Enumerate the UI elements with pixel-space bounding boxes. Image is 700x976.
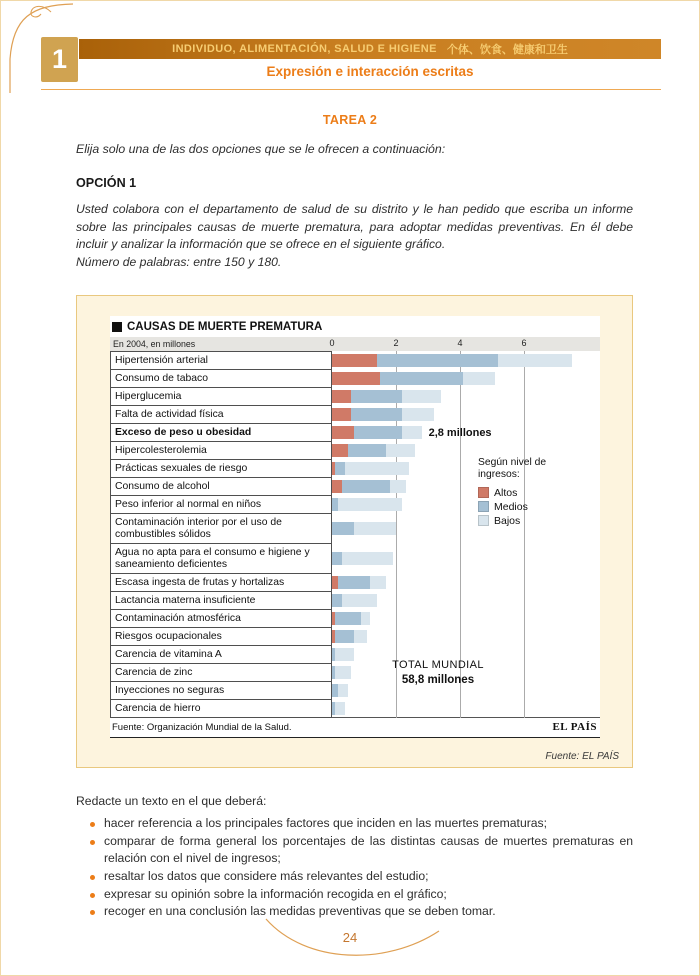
chart-row (110, 387, 600, 406)
bar-segment-bajos (338, 684, 348, 697)
legend-items (478, 487, 578, 527)
bar-segment-bajos (361, 612, 371, 625)
newspaper-credit: EL PAÍS (552, 721, 597, 733)
chart-rows (110, 351, 600, 718)
legend-swatch-altos (478, 487, 489, 498)
chart-row-label: Exceso de peso u obesidad (110, 423, 332, 442)
bar-segment-altos (332, 408, 351, 421)
axis-strip (110, 337, 600, 351)
task-intro: Elija solo una de las dos opciones que se le ofrecen a continuación: (76, 142, 446, 156)
bar-segment-bajos (354, 630, 367, 643)
world-total (348, 659, 528, 686)
bar-segment-medios (332, 594, 342, 607)
instructions-block (76, 794, 633, 921)
option-text (76, 201, 633, 272)
instruction-item (76, 886, 633, 904)
legend-label: Bajos (494, 514, 521, 527)
legend-title: Según nivel de ingresos: (478, 457, 547, 481)
bar-segment-altos (332, 354, 377, 367)
bar-segment-bajos (463, 372, 495, 385)
bar-segment-medios (351, 390, 402, 403)
instruction-item (76, 833, 633, 868)
chart-row-bars (332, 591, 600, 610)
legend-label: Medios (494, 500, 528, 513)
chart-row-bars (332, 573, 600, 592)
chart-row-label: Carencia de hierro (110, 699, 332, 718)
axis-tick-label: 2 (393, 338, 399, 348)
total-label: TOTAL MUNDIAL (392, 659, 484, 671)
legend-swatch-bajos (478, 515, 489, 526)
chart-row (110, 423, 600, 442)
bullet-icon (90, 893, 95, 898)
chart-row (110, 573, 600, 592)
header-title: INDIVIDUO, ALIMENTACIÓN, SALUD E HIGIENE (172, 43, 437, 55)
task-title: TAREA 2 (322, 113, 378, 127)
bar-annotation: 2,8 millones (428, 426, 492, 439)
chart-row-label: Agua no apta para el consumo e higiene y saneamiento deficientes (110, 543, 332, 574)
instruction-list (76, 815, 633, 921)
chart-source: Fuente: Organización Mundial de la Salud. (112, 721, 292, 733)
bar-segment-altos (332, 444, 348, 457)
bar-segment-bajos (498, 354, 572, 367)
chart-row (110, 543, 600, 574)
bar-segment-medios (335, 612, 361, 625)
source-row (110, 717, 600, 738)
bullet-icon (90, 822, 95, 827)
chart-row (110, 369, 600, 388)
bullet-icon (90, 875, 95, 880)
chart-row-label: Hipercolesterolemia (110, 441, 332, 460)
bar-segment-medios (380, 372, 463, 385)
chart-row-label: Peso inferior al normal en niños (110, 495, 332, 514)
legend-swatch-medios (478, 501, 489, 512)
unit-number: 1 (41, 37, 78, 82)
instruction-text: comparar de forma general los porcentajes de las distintas causas de muertes prematuras en relación con el nivel de ingresos; (104, 833, 633, 866)
chart-row-label: Carencia de zinc (110, 663, 332, 682)
bar-segment-bajos (345, 462, 409, 475)
bar-segment-bajos (342, 552, 393, 565)
chart-row-label: Carencia de vitamina A (110, 645, 332, 664)
axis-unit-label: En 2004, en millones (113, 339, 196, 349)
axis-ticks (329, 337, 600, 351)
bar-segment-medios (338, 576, 370, 589)
axis-tick-label: 6 (521, 338, 527, 348)
bar-segment-medios (348, 444, 386, 457)
chart-row-label: Consumo de alcohol (110, 477, 332, 496)
chart-row (110, 699, 600, 718)
bar-segment-bajos (402, 390, 440, 403)
chart-panel (110, 316, 600, 738)
chart-row-label: Escasa ingesta de frutas y hortalizas (110, 573, 332, 592)
chart-title (110, 319, 600, 335)
option-paragraph: Usted colabora con el departamento de salud de su distrito y le han pedido que escriba un informe sobre las principales causas de muerte prematura, para adoptar medidas preventivas. En él debe incluir y analizar la información que se ofrece en el siguiente gráfico. (76, 202, 633, 252)
bar-segment-bajos (335, 702, 345, 715)
bar-segment-medios (332, 522, 354, 535)
chart-row-bars (332, 609, 600, 628)
chart-row-label: Inyecciones no seguras (110, 681, 332, 700)
legend-item (478, 501, 578, 513)
word-count-note: Número de palabras: entre 150 y 180. (76, 255, 282, 270)
chart-row (110, 351, 600, 370)
chart-row-label: Lactancia materna insuficiente (110, 591, 332, 610)
total-value: 58,8 millones (401, 674, 475, 686)
chart-row (110, 609, 600, 628)
chart-row-bars (332, 351, 600, 370)
axis-tick-label: 4 (457, 338, 463, 348)
instruction-item (76, 868, 633, 886)
bar-segment-medios (342, 480, 390, 493)
bar-segment-medios (335, 630, 354, 643)
legend (478, 457, 578, 527)
legend-item (478, 487, 578, 499)
bar-segment-bajos (386, 444, 415, 457)
bar-segment-medios (354, 426, 402, 439)
option-title: OPCIÓN 1 (76, 176, 137, 190)
title-square-icon (112, 322, 122, 332)
chart-row-bars (332, 699, 600, 718)
chart-row-bars (332, 627, 600, 646)
bar-segment-altos (332, 372, 380, 385)
instructions-heading: Redacte un texto en el que deberá: (76, 794, 267, 808)
bar-segment-bajos (338, 498, 402, 511)
chart-row-label: Falta de actividad física (110, 405, 332, 424)
bar-segment-bajos (342, 594, 377, 607)
instruction-item (76, 815, 633, 833)
instruction-text: recoger en una conclusión las medidas preventivas que se deben tomar. (104, 904, 496, 919)
bar-segment-altos (332, 426, 354, 439)
chart-row-label: Hiperglucemia (110, 387, 332, 406)
chart-row-label: Contaminación interior por el uso de combustibles sólidos (110, 513, 332, 544)
bar-segment-medios (351, 408, 402, 421)
chart-row (110, 591, 600, 610)
chart-row-bars (332, 387, 600, 406)
bar-segment-bajos (402, 408, 434, 421)
legend-item (478, 515, 578, 527)
chart-row-bars (332, 423, 600, 442)
chart-row (110, 405, 600, 424)
chart-row-label: Riesgos ocupacionales (110, 627, 332, 646)
bar-segment-bajos (354, 522, 396, 535)
header-divider (41, 89, 661, 90)
bar-segment-altos (332, 390, 351, 403)
header-band (79, 39, 661, 59)
chart-row (110, 627, 600, 646)
page-number: 24 (342, 930, 358, 945)
bullet-icon (90, 910, 95, 915)
chart-row-bars (332, 369, 600, 388)
header-title-chinese: 个体、饮食、健康和卫生 (446, 44, 568, 56)
chart-title-text: CAUSAS DE MUERTE PREMATURA (127, 321, 323, 333)
bar-segment-medios (377, 354, 499, 367)
bar-segment-medios (332, 552, 342, 565)
instruction-text: resaltar los datos que considere más relevantes del estudio; (104, 869, 429, 884)
axis-tick-label: 0 (329, 338, 335, 348)
chart-row-label: Contaminación atmosférica (110, 609, 332, 628)
legend-label: Altos (494, 486, 518, 499)
chart-row-bars (332, 405, 600, 424)
instruction-text: hacer referencia a los principales factores que inciden en las muertes prematuras; (104, 816, 548, 830)
header-subtitle: Expresión e interacción escritas (266, 64, 474, 79)
instruction-text: expresar su opinión sobre la información recogida en el gráfico; (104, 886, 447, 901)
bullet-icon (90, 840, 95, 845)
chart-row-label: Prácticas sexuales de riesgo (110, 459, 332, 478)
chart-row-label: Consumo de tabaco (110, 369, 332, 388)
chart-caption: Fuente: EL PAÍS (545, 751, 619, 762)
chart-box (76, 295, 633, 768)
bar-segment-bajos (402, 426, 421, 439)
bar-segment-medios (335, 462, 345, 475)
bar-segment-altos (332, 480, 342, 493)
bar-segment-bajos (370, 576, 386, 589)
bar-segment-bajos (390, 480, 406, 493)
chart-row-label: Hipertensión arterial (110, 351, 332, 370)
chart-row-bars (332, 543, 600, 574)
